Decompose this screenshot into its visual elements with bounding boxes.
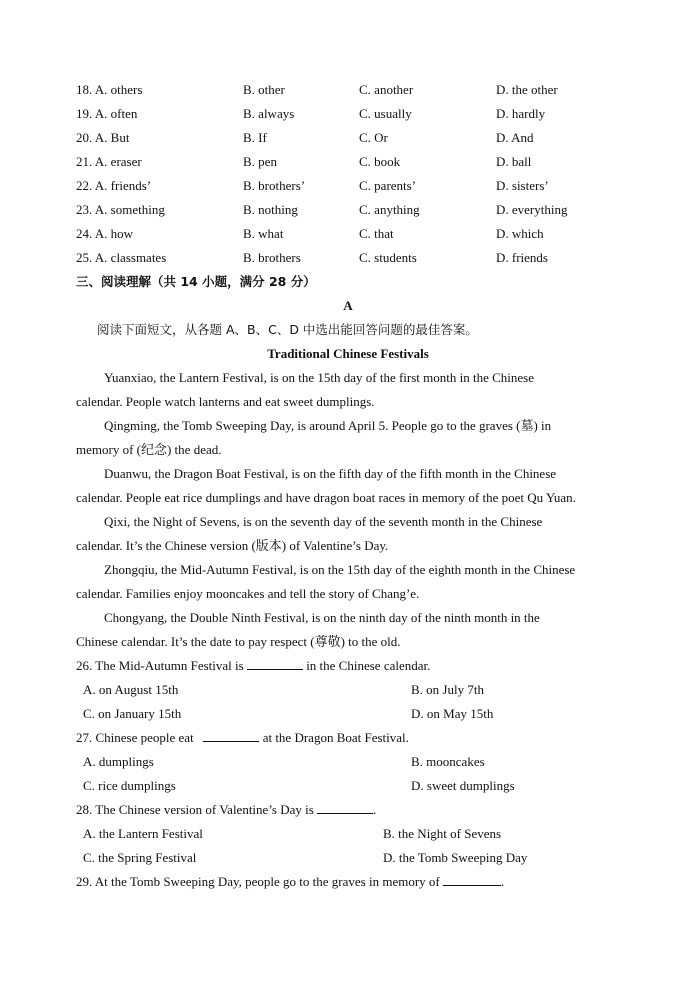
passage-title: Traditional Chinese Festivals [267, 346, 429, 361]
option-a: 18. A. others [76, 82, 143, 97]
option-row-19 [0, 102, 696, 126]
question-stem [76, 798, 376, 822]
option-c: C. another [359, 82, 414, 97]
option-row-21 [0, 150, 696, 174]
answer-blank [203, 726, 259, 742]
paragraph-continuation-row [0, 630, 696, 654]
question-26-options-ab [0, 678, 696, 702]
option-c: C. students [359, 250, 417, 265]
passage-letter: A [343, 298, 353, 313]
option-a: 24. A. how [76, 226, 134, 241]
paragraph-duanwu [76, 462, 620, 486]
paragraph-continuation-row [0, 486, 696, 510]
option-c: C. parents’ [359, 178, 417, 193]
option-d: D. friends [496, 250, 548, 265]
option-b: B. other [243, 82, 285, 97]
option-d: D. sweet dumplings [411, 778, 515, 793]
option-d: D. And [496, 130, 534, 145]
question-28-options-cd [0, 846, 696, 870]
stem-before: 26. The Mid-Autumn Festival is [76, 658, 247, 673]
paragraph-line: calendar. It’s the Chinese version (版本) of Valentine’s Day. [76, 538, 389, 553]
option-b: B. brothers [243, 250, 301, 265]
option-b: B. pen [243, 154, 277, 169]
answer-blank [443, 870, 501, 886]
question-stem [76, 654, 430, 678]
question-29 [0, 870, 696, 894]
option-b: B. on July 7th [411, 682, 484, 697]
paragraph-line: Chongyang, the Double Ninth Festival, is on the ninth day of the ninth month in the [104, 610, 540, 625]
question-27 [0, 726, 696, 750]
option-d: D. the Tomb Sweeping Day [383, 850, 528, 865]
stem-after: in the Chinese calendar. [302, 658, 431, 673]
question-27-options-ab [0, 750, 696, 774]
option-d: D. on May 15th [411, 706, 494, 721]
option-a: A. the Lantern Festival [83, 826, 203, 841]
stem-before: 28. The Chinese version of Valentine’s Day is [76, 802, 318, 817]
section-title: 三、阅读理解（共 14 小题，满分 28 分） [76, 274, 316, 289]
option-c: C. Or [359, 130, 388, 145]
option-b: B. mooncakes [411, 754, 485, 769]
option-a: 25. A. classmates [76, 250, 167, 265]
option-a: A. on August 15th [83, 682, 179, 697]
option-a: A. dumplings [83, 754, 154, 769]
option-a: 21. A. eraser [76, 154, 142, 169]
paragraph-line: memory of (纪念) the dead. [76, 442, 222, 457]
paragraph-qingming [76, 414, 620, 438]
question-26-options-cd [0, 702, 696, 726]
stem-after: at the Dragon Boat Festival. [259, 730, 409, 745]
answer-blank [317, 798, 373, 814]
stem-before: 29. At the Tomb Sweeping Day, people go to the graves in memory of [76, 874, 443, 889]
option-row-22 [0, 174, 696, 198]
option-d: D. the other [496, 82, 558, 97]
answer-blank [247, 654, 303, 670]
paragraph-continuation-row [0, 582, 696, 606]
paragraph-continuation-row [0, 390, 696, 414]
paragraph-line: Yuanxiao, the Lantern Festival, is on the 15th day of the first month in the Chinese [104, 370, 535, 385]
option-row-24 [0, 222, 696, 246]
option-c: C. that [359, 226, 394, 241]
paragraph-line: Chinese calendar. It’s the date to pay respect (尊敬) to the old. [76, 634, 401, 649]
paragraph-line: calendar. People eat rice dumplings and have dragon boat races in memory of the poet Qu Yuan. [76, 490, 576, 505]
option-d: D. which [496, 226, 544, 241]
question-28-options-ab [0, 822, 696, 846]
option-row-20 [0, 126, 696, 150]
option-row-18 [0, 78, 696, 102]
paragraph-qixi [76, 510, 620, 534]
option-a: 23. A. something [76, 202, 165, 217]
paragraph-line: Qingming, the Tomb Sweeping Day, is around April 5. People go to the graves (墓) in [104, 418, 552, 433]
option-d: D. hardly [496, 106, 546, 121]
option-d: D. everything [496, 202, 568, 217]
section-header-row [0, 270, 696, 294]
option-row-23 [0, 198, 696, 222]
paragraph-line: Duanwu, the Dragon Boat Festival, is on the fifth day of the fifth month in the Chinese [104, 466, 557, 481]
option-d: D. sisters’ [496, 178, 549, 193]
question-28 [0, 798, 696, 822]
paragraph-continuation-row [0, 438, 696, 462]
option-c: C. usually [359, 106, 412, 121]
option-row-25 [0, 246, 696, 270]
paragraph-line: calendar. People watch lanterns and eat sweet dumplings. [76, 394, 375, 409]
stem-after: . [501, 874, 505, 889]
instruction-text: 阅读下面短文，从各题 A、B、C、D 中选出能回答问题的最佳答案。 [97, 322, 478, 337]
option-b: B. always [243, 106, 295, 121]
option-a: 19. A. often [76, 106, 138, 121]
paragraph-line: calendar. Families enjoy mooncakes and tell the story of Chang’e. [76, 586, 420, 601]
option-b: B. the Night of Sevens [383, 826, 502, 841]
paragraph-continuation-row [0, 534, 696, 558]
option-c: C. anything [359, 202, 420, 217]
option-b: B. what [243, 226, 284, 241]
option-a: 20. A. But [76, 130, 130, 145]
paragraph-zhongqiu [76, 558, 620, 582]
stem-before: 27. Chinese people eat [76, 730, 204, 745]
paragraph-line: Zhongqiu, the Mid-Autumn Festival, is on the 15th day of the eighth month in the Chinese [104, 562, 576, 577]
instruction-row [0, 318, 696, 342]
option-d: D. ball [496, 154, 532, 169]
question-stem [76, 726, 409, 750]
paragraph-yuanxiao [76, 366, 620, 390]
paragraph-line: Qixi, the Night of Sevens, is on the seventh day of the seventh month in the Chinese [104, 514, 543, 529]
option-c: C. book [359, 154, 401, 169]
option-b: B. nothing [243, 202, 298, 217]
stem-after: . [373, 802, 377, 817]
question-26 [0, 654, 696, 678]
question-stem [76, 870, 504, 894]
option-a: 22. A. friends’ [76, 178, 152, 193]
option-c: C. the Spring Festival [83, 850, 197, 865]
option-b: B. brothers’ [243, 178, 306, 193]
option-b: B. If [243, 130, 267, 145]
option-c: C. on January 15th [83, 706, 182, 721]
question-27-options-cd [0, 774, 696, 798]
paragraph-chongyang [76, 606, 620, 630]
option-c: C. rice dumplings [83, 778, 176, 793]
exam-page [0, 78, 696, 894]
